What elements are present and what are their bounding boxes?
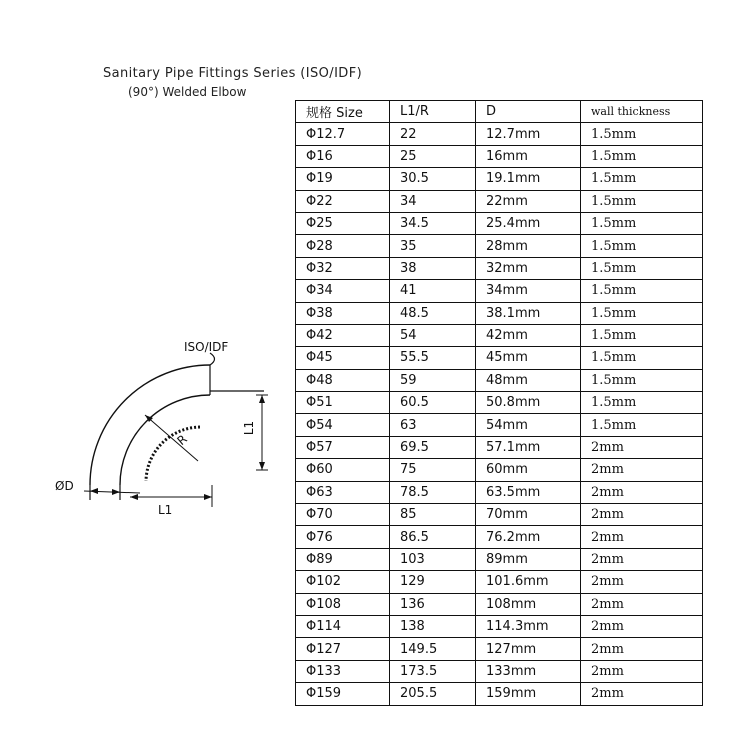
cell-size: Φ133 <box>296 660 390 682</box>
cell-l1r: 138 <box>390 615 476 637</box>
cell-wall-thickness: 2mm <box>581 638 703 660</box>
od-label: ØD <box>55 479 74 493</box>
cell-d: 50.8mm <box>476 392 581 414</box>
table-row <box>296 615 703 637</box>
cell-size: Φ16 <box>296 145 390 167</box>
table-row <box>296 504 703 526</box>
spec-table-body <box>296 101 703 706</box>
cell-d: 28mm <box>476 235 581 257</box>
table-row <box>296 593 703 615</box>
cell-wall-thickness: 2mm <box>581 526 703 548</box>
cell-wall-thickness: 1.5mm <box>581 324 703 346</box>
table-row <box>296 347 703 369</box>
cell-l1r: 41 <box>390 280 476 302</box>
header-l1r: L1/R <box>390 101 476 123</box>
cell-size: Φ12.7 <box>296 123 390 145</box>
cell-d: 12.7mm <box>476 123 581 145</box>
radius-label: R <box>174 431 190 449</box>
cell-size: Φ38 <box>296 302 390 324</box>
table-row <box>296 436 703 458</box>
cell-size: Φ32 <box>296 257 390 279</box>
table-row <box>296 683 703 705</box>
cell-wall-thickness: 2mm <box>581 459 703 481</box>
cell-size: Φ159 <box>296 683 390 705</box>
cell-d: 25.4mm <box>476 212 581 234</box>
table-row <box>296 638 703 660</box>
cell-d: 22mm <box>476 190 581 212</box>
cell-wall-thickness: 1.5mm <box>581 212 703 234</box>
cell-wall-thickness: 2mm <box>581 504 703 526</box>
cell-l1r: 136 <box>390 593 476 615</box>
cell-d: 54mm <box>476 414 581 436</box>
cell-d: 159mm <box>476 683 581 705</box>
header-d: D <box>476 101 581 123</box>
cell-wall-thickness: 2mm <box>581 548 703 570</box>
cell-d: 76.2mm <box>476 526 581 548</box>
cell-d: 70mm <box>476 504 581 526</box>
header-wall-thickness: wall thickness <box>581 101 703 123</box>
cell-wall-thickness: 2mm <box>581 571 703 593</box>
table-row <box>296 235 703 257</box>
spec-table <box>295 100 703 706</box>
cell-l1r: 129 <box>390 571 476 593</box>
cell-d: 45mm <box>476 347 581 369</box>
cell-d: 114.3mm <box>476 615 581 637</box>
table-row <box>296 548 703 570</box>
cell-l1r: 35 <box>390 235 476 257</box>
cell-l1r: 78.5 <box>390 481 476 503</box>
cell-wall-thickness: 1.5mm <box>581 123 703 145</box>
cell-size: Φ42 <box>296 324 390 346</box>
cell-l1r: 60.5 <box>390 392 476 414</box>
cell-wall-thickness: 1.5mm <box>581 414 703 436</box>
table-row <box>296 369 703 391</box>
cell-d: 127mm <box>476 638 581 660</box>
cell-l1r: 205.5 <box>390 683 476 705</box>
cell-size: Φ54 <box>296 414 390 436</box>
cell-size: Φ102 <box>296 571 390 593</box>
cell-l1r: 85 <box>390 504 476 526</box>
cell-size: Φ19 <box>296 168 390 190</box>
table-row <box>296 481 703 503</box>
cell-size: Φ89 <box>296 548 390 570</box>
table-row <box>296 123 703 145</box>
cell-d: 101.6mm <box>476 571 581 593</box>
cell-wall-thickness: 1.5mm <box>581 145 703 167</box>
cell-size: Φ28 <box>296 235 390 257</box>
cell-wall-thickness: 2mm <box>581 615 703 637</box>
cell-size: Φ63 <box>296 481 390 503</box>
cell-size: Φ127 <box>296 638 390 660</box>
cell-l1r: 34 <box>390 190 476 212</box>
cell-wall-thickness: 1.5mm <box>581 280 703 302</box>
cell-d: 42mm <box>476 324 581 346</box>
cell-wall-thickness: 1.5mm <box>581 302 703 324</box>
header-size: 规格 Size <box>296 101 390 123</box>
table-row <box>296 660 703 682</box>
cell-l1r: 25 <box>390 145 476 167</box>
document-title: Sanitary Pipe Fittings Series (ISO/IDF) <box>103 66 363 81</box>
elbow-diagram <box>50 335 290 525</box>
cell-wall-thickness: 1.5mm <box>581 369 703 391</box>
standard-label: ISO/IDF <box>184 340 229 354</box>
cell-size: Φ70 <box>296 504 390 526</box>
cell-l1r: 48.5 <box>390 302 476 324</box>
cell-d: 63.5mm <box>476 481 581 503</box>
cell-l1r: 75 <box>390 459 476 481</box>
cell-d: 57.1mm <box>476 436 581 458</box>
cell-l1r: 59 <box>390 369 476 391</box>
cell-size: Φ51 <box>296 392 390 414</box>
cell-size: Φ48 <box>296 369 390 391</box>
cell-l1r: 34.5 <box>390 212 476 234</box>
cell-size: Φ108 <box>296 593 390 615</box>
cell-size: Φ45 <box>296 347 390 369</box>
table-row <box>296 526 703 548</box>
cell-size: Φ25 <box>296 212 390 234</box>
cell-wall-thickness: 1.5mm <box>581 235 703 257</box>
cell-size: Φ76 <box>296 526 390 548</box>
cell-d: 16mm <box>476 145 581 167</box>
cell-l1r: 63 <box>390 414 476 436</box>
cell-wall-thickness: 2mm <box>581 660 703 682</box>
cell-l1r: 149.5 <box>390 638 476 660</box>
table-row <box>296 324 703 346</box>
cell-d: 19.1mm <box>476 168 581 190</box>
cell-wall-thickness: 1.5mm <box>581 347 703 369</box>
table-row <box>296 302 703 324</box>
table-row <box>296 168 703 190</box>
cell-wall-thickness: 2mm <box>581 593 703 615</box>
cell-l1r: 69.5 <box>390 436 476 458</box>
cell-d: 108mm <box>476 593 581 615</box>
cell-d: 60mm <box>476 459 581 481</box>
cell-wall-thickness: 2mm <box>581 683 703 705</box>
l1-horizontal-label: L1 <box>158 503 173 517</box>
table-row <box>296 145 703 167</box>
cell-d: 32mm <box>476 257 581 279</box>
cell-wall-thickness: 1.5mm <box>581 190 703 212</box>
table-row <box>296 257 703 279</box>
table-row <box>296 414 703 436</box>
l1-vertical-label: L1 <box>242 420 257 436</box>
cell-size: Φ57 <box>296 436 390 458</box>
cell-l1r: 22 <box>390 123 476 145</box>
cell-l1r: 30.5 <box>390 168 476 190</box>
cell-l1r: 103 <box>390 548 476 570</box>
table-row <box>296 392 703 414</box>
cell-wall-thickness: 1.5mm <box>581 257 703 279</box>
table-row <box>296 571 703 593</box>
cell-d: 34mm <box>476 280 581 302</box>
table-row <box>296 212 703 234</box>
table-header-row <box>296 101 703 123</box>
cell-d: 48mm <box>476 369 581 391</box>
cell-size: Φ34 <box>296 280 390 302</box>
cell-wall-thickness: 1.5mm <box>581 168 703 190</box>
cell-l1r: 38 <box>390 257 476 279</box>
cell-wall-thickness: 2mm <box>581 436 703 458</box>
table-row <box>296 190 703 212</box>
table-row <box>296 280 703 302</box>
cell-l1r: 86.5 <box>390 526 476 548</box>
cell-l1r: 173.5 <box>390 660 476 682</box>
cell-size: Φ60 <box>296 459 390 481</box>
cell-d: 133mm <box>476 660 581 682</box>
cell-d: 89mm <box>476 548 581 570</box>
cell-d: 38.1mm <box>476 302 581 324</box>
cell-size: Φ22 <box>296 190 390 212</box>
cell-l1r: 54 <box>390 324 476 346</box>
cell-size: Φ114 <box>296 615 390 637</box>
cell-wall-thickness: 2mm <box>581 481 703 503</box>
document-subtitle: (90°) Welded Elbow <box>128 85 247 99</box>
table-row <box>296 459 703 481</box>
cell-wall-thickness: 1.5mm <box>581 392 703 414</box>
cell-l1r: 55.5 <box>390 347 476 369</box>
